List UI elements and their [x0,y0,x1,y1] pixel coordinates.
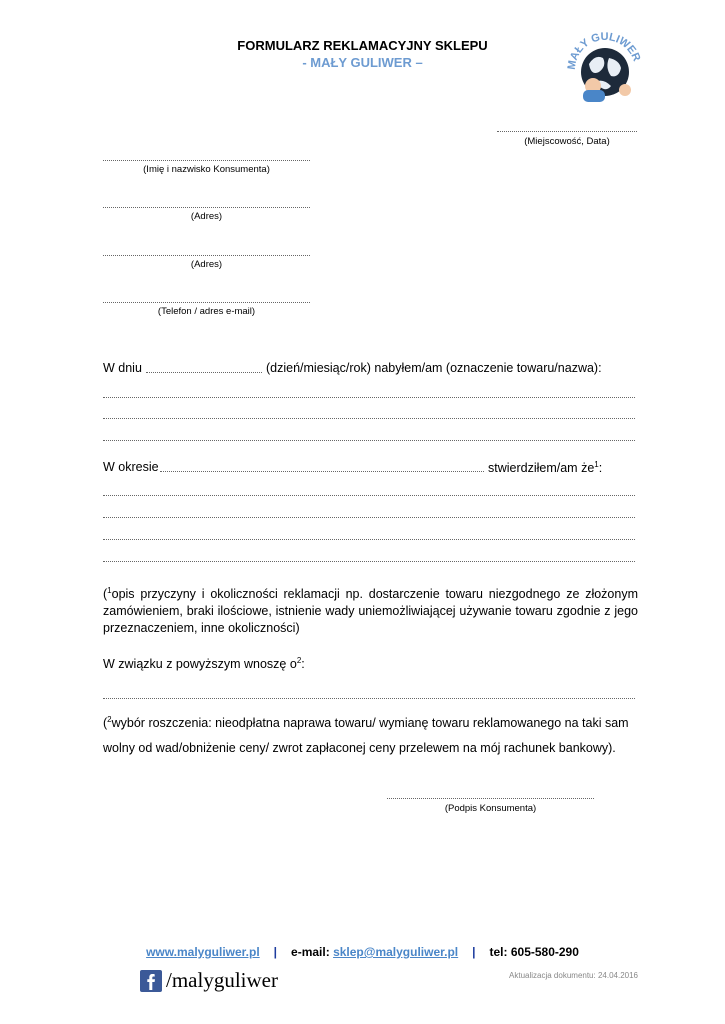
footnote-2-open: ( [103,716,108,731]
defect-line-3[interactable] [103,539,635,540]
footer-separator-2: | [472,945,476,959]
logo-text: MAŁY GULIWER [565,30,643,71]
footer-separator-1: | [273,945,278,959]
footnote-2-ref: 2 [296,656,302,665]
footnote-2-text: wybór roszczenia: nieodpłatna naprawa towaru/ wymianę towaru reklamowanego na taki sam wolny od wad/obniżenie ceny/ zwrot zapłaconej ceny przelewem na mój rachunek bankowy). [103,716,629,756]
address-line-1[interactable] [103,207,310,208]
place-date-line[interactable] [497,131,637,132]
defect-line-2[interactable] [103,517,635,518]
product-line-3[interactable] [103,440,635,441]
place-date-label: (Miejscowość, Data) [524,136,610,147]
email-link[interactable]: sklep@malyguliwer.pl [333,945,459,959]
footer-contact [0,945,725,959]
facebook-handle[interactable]: /malyguliwer [166,968,278,992]
request-colon: : [301,657,305,672]
claim-line[interactable] [103,698,635,699]
address-line-2[interactable] [103,255,310,256]
footnote-1 [103,582,638,637]
email-label: e-mail: [291,945,330,959]
purchase-suffix: (dzień/miesiąc/rok) nabyłem/am (oznaczenie towaru/nazwa): [266,361,602,375]
defect-line-1[interactable] [103,495,635,496]
name-line[interactable] [103,160,310,161]
product-line-1[interactable] [103,397,635,398]
footnote-2 [103,707,638,761]
contact-label: (Telefon / adres e-mail) [157,306,256,317]
period-suffix: stwierdziłem/am że [488,461,595,476]
signature-line[interactable] [387,798,594,799]
footnote-1-mark: 1 [107,586,112,595]
product-line-2[interactable] [103,418,635,419]
contact-line[interactable] [103,302,310,303]
defect-line-4[interactable] [103,561,635,562]
document-title: FORMULARZ REKLAMACYJNY SKLEPU [237,38,488,53]
request-block [103,656,305,671]
website-link[interactable]: www.malyguliwer.pl [146,945,260,959]
phone-number: tel: 605-580-290 [489,945,579,959]
footnote-1-open: ( [103,587,108,602]
purchase-prefix: W dniu [103,361,142,375]
address-label-1: (Adres) [190,211,223,222]
period-suffix-block [488,460,602,475]
update-date: Aktualizacja dokumentu: 24.04.2016 [509,971,638,980]
footnote-1-ref: 1 [594,460,599,469]
document-subtitle: - MAŁY GULIWER – [302,55,423,70]
footnote-2-mark: 2 [107,715,112,724]
footnote-1-text: opis przyczyny i okoliczności reklamacji np. dostarczenie towaru niezgodnego ze złożonym zamówieniem, braki ilościowe, istnienie wady uniemożliwiającej używanie towaru zgodnie z jego przeznaczeniem, inne okoliczności) [103,587,638,636]
maly-guliwer-logo [565,28,645,106]
period-colon: : [598,461,603,476]
name-label: (Imię i nazwisko Konsumenta) [143,164,270,175]
request-text: W związku z powyższym wnoszę o [103,657,297,672]
period-line[interactable] [160,471,484,472]
period-prefix: W okresie [103,460,159,474]
signature-label: (Podpis Konsumenta) [444,803,537,814]
address-label-2: (Adres) [190,259,223,270]
facebook-icon[interactable] [140,970,162,992]
purchase-date-line[interactable] [146,372,262,373]
